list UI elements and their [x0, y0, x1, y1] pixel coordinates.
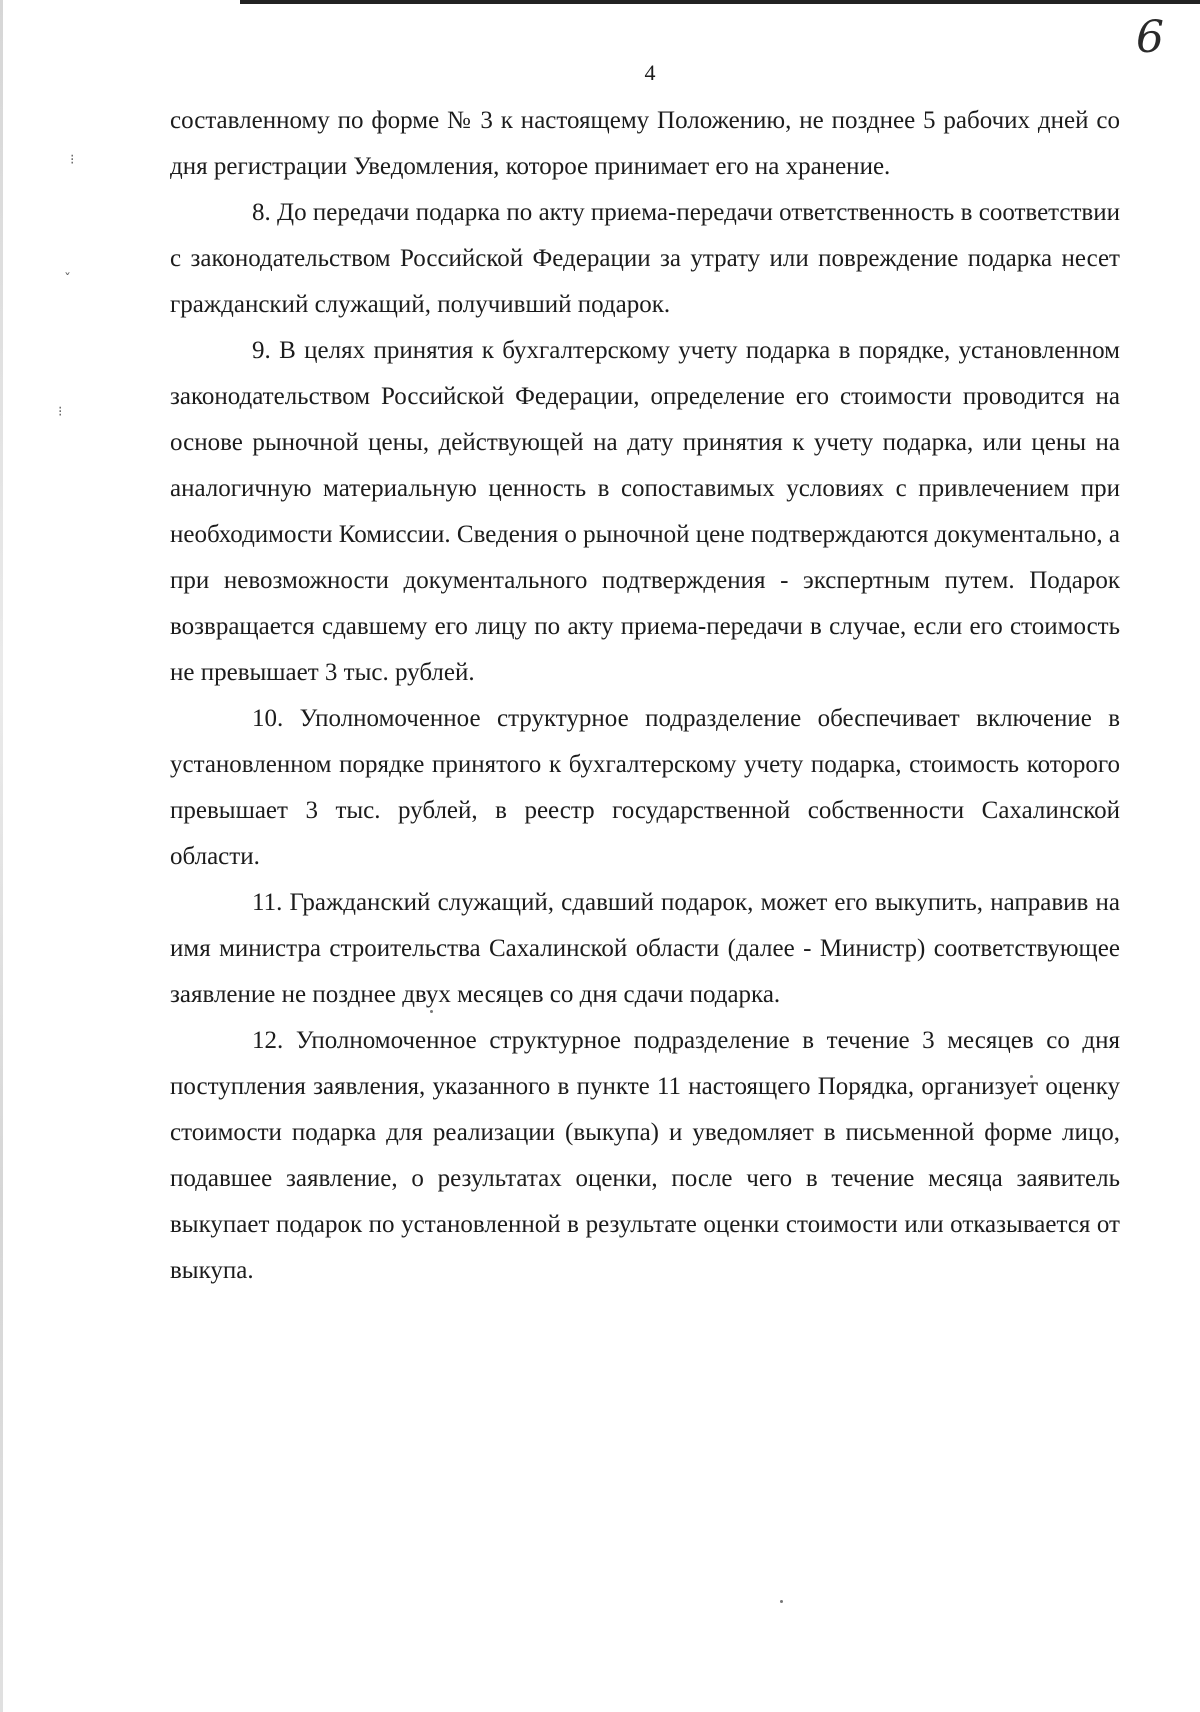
scan-top-edge — [240, 0, 1200, 4]
document-body — [170, 98, 1120, 1294]
scan-speck — [780, 1600, 783, 1603]
paragraph-8: 8. До передачи подарка по акту приема-передачи ответственность в соответствии с законодательством Российской Федерации за утрату или повреждение подарка несет гражданский служащий, получивший подарок. — [170, 199, 1120, 318]
scan-speck: ⁝ — [70, 152, 75, 168]
paragraph-10: 10. Уполномоченное структурное подразделение обеспечивает включение в установленном порядке принятого к бухгалтерскому учету подарка, стоимость которого превышает 3 тыс. рублей, в реестр государственной собственности Сахалинской области. — [170, 705, 1120, 870]
paragraph-continuation: составленному по форме № 3 к настоящему Положению, не позднее 5 рабочих дней со дня регистрации Уведомления, которое принимает его на хранение. — [170, 107, 1120, 180]
handwritten-page-number: 6 — [1136, 12, 1164, 63]
scan-left-edge — [0, 0, 3, 1712]
scan-speck: ⁝ — [58, 404, 63, 420]
paragraph-9: 9. В целях принятия к бухгалтерскому учету подарка в порядке, установленном законодательством Российской Федерации, определение его стоимости проводится на основе рыночной цены, действующей на дату принятия к учету подарка, или цены на аналогичную материальную ценность в сопоставимых условиях с привлечением при необходимости Комиссии. Сведения о рыночной цене подтверждаются документально, а при невозможности документального подтверждения - экспертным путем. Подарок возвращается сдавшему его лицу по акту приема-передачи в случае, если его стоимость не превышает 3 тыс. рублей. — [170, 337, 1120, 686]
paragraph-12: 12. Уполномоченное структурное подразделение в течение 3 месяцев со дня поступления заявления, указанного в пункте 11 настоящего Порядка, организует оценку стоимости подарка для реализации (выкупа) и уведомляет в письменной форме лицо, подавшее заявление, о результатах оценки, после чего в течение месяца заявитель выкупает подарок по установленной в результате оценки стоимости или отказывается от выкупа. — [170, 1027, 1120, 1284]
page-number: 4 — [644, 60, 656, 85]
paragraph-11: 11. Гражданский служащий, сдавший подарок, может его выкупить, направив на имя министра строительства Сахалинской области (далее - Министр) соответствующее заявление не позднее двух месяцев со дня сдачи подарка. — [170, 889, 1120, 1008]
scan-speck: ˇ — [64, 272, 71, 288]
